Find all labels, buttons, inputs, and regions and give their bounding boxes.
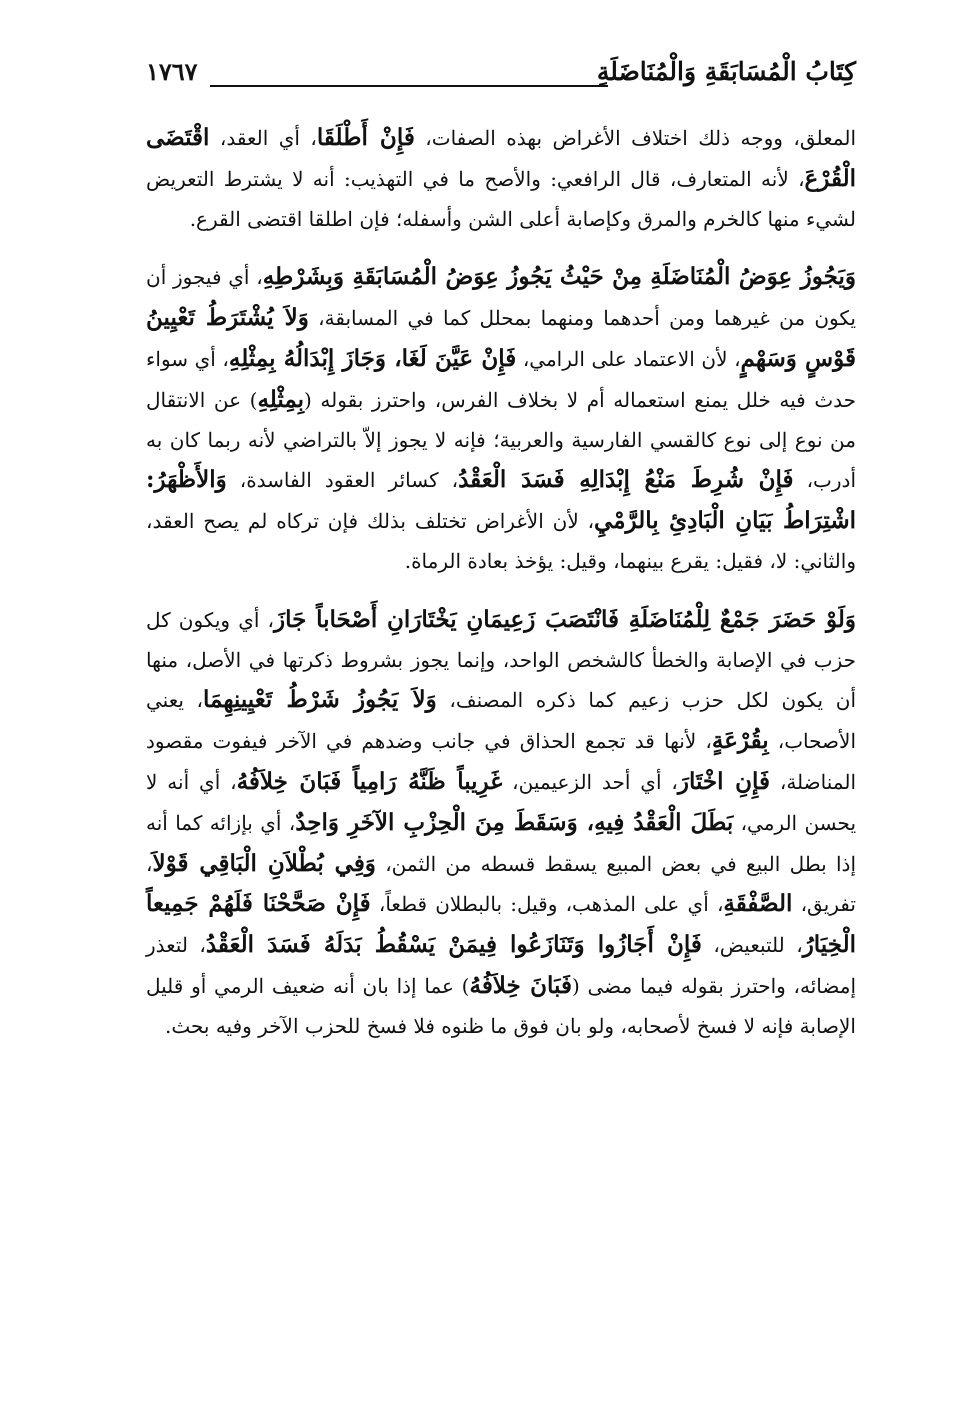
page-number: ١٧٦٧ [146, 57, 198, 86]
commentary-text: ، أي سواء حدث فيه خلل يمنع استعماله أم لا بخلاف الفرس، واحترز بقوله ( [146, 346, 857, 412]
body-text [146, 118, 856, 1047]
matn-text: غَرِيباً ظَنَّهُ رَامِياً فَبَانَ خِلاَفُهُ [236, 767, 503, 795]
commentary-text: ، لأنه المتعارف، قال الرافعي: والأصح ما في التهذيب: أنه لا يشترط التعريض لشيء منها كالخرم والمرق وكإصابة أعلى الشن وأسفله؛ فإن اطلقا اقتضى القرع. [146, 166, 856, 231]
matn-text: بِمِثْلِهِ [257, 385, 305, 413]
commentary-text: ) عما إذا بان أنه ضعيف الرمي أو قليل الإصابة فإنه لا فسخ لأصحابه، ولو بان فوق ما ظنوه فلا فسخ للحزب الآخر وفيه بحث. [146, 973, 856, 1038]
matn-text: وَالأَظْهَرُ: اشْتِرَاطُ بَيَانِ الْبَادِئِ بِالرَّمْيِ [146, 466, 856, 535]
commentary-text: ، لأن الاعتماد على الرامي، [516, 346, 741, 371]
matn-text: فَإِنْ شُرِطَ مَنْعُ إِبْدَالِهِ فَسَدَ الْعَقْدُ [458, 466, 794, 494]
matn-text: بِقُرْعَةٍ [711, 727, 769, 755]
paragraph-2 [146, 257, 856, 581]
commentary-text: ، يعني الأصحاب، [146, 688, 857, 754]
matn-text: وَلاَ يُشْتَرَطُ تَعْيِينُ قَوْسٍ وَسَهْمٍ [146, 304, 857, 372]
commentary-text: ، لأن الأغراض تختلف بذلك فإن تركاه لم يصح العقد، والثاني: لا، فقيل: يقرع بينهما، وقيل: يؤخذ بعادة الرماة. [146, 509, 856, 573]
matn-text: فَإِنْ أَجَازُوا وَتَنَازَعُوا فِيمَنْ يَسْقُطُ بَدَلَهُ فَسَدَ الْعَقْدُ [205, 931, 702, 959]
running-header [146, 56, 856, 96]
matn-text: وَفِي بُطْلاَنِ الْبَاقِي قَوْلاَ [152, 849, 376, 877]
matn-text: بَطَلَ الْعَقْدُ فِيهِ، وَسَقَطَ مِنَ الْحِزْبِ الآخَرِ وَاحِدٌ [295, 808, 734, 836]
commentary-text: ، لأنها قد تجمع الحذاق في جانب وضدهم في الآخر فيفوت مقصود المناضلة، [146, 729, 856, 794]
matn-text: فَإِنْ أَطْلَقَا [316, 124, 415, 151]
matn-text: اقْتَضَى الْقُرْعَ [146, 124, 856, 192]
matn-text: فَإِنْ عَيَّنَ لَغَا، وَجَازَ إِبْدَالُهُ بِمِثْلِهِ [228, 344, 517, 372]
matn-text: فَإِنِ اخْتَارَ [677, 767, 770, 795]
matn-text: وَيَجُوزُ عِوَضُ الْمُنَاضَلَةِ مِنْ حَيْثُ يَجُوزُ عِوَضُ الْمُسَابَقَةِ وَبِشَرْطِهِ [262, 263, 856, 291]
matn-text: وَلاَ يَجُوزُ شَرْطُ تَعْيِينِهِمَا [203, 686, 437, 714]
commentary-text: ) عن الانتقال من نوع إلى نوع كالقسي الفارسية والعربية؛ فإنه لا يجوز إلاّ بالتراضي لأنه ربما كان به أدرب، [146, 387, 857, 493]
commentary-text: ، كسائر العقود الفاسدة، [226, 468, 459, 493]
commentary-text: ، أي ويكون كل حزب في الإصابة والخطأ كالشخص الواحد، وإنما يجوز بشروط ذكرتها في الأصل، منها أن يكون لكل حزب زعيم كما ذكره المصنف، [146, 607, 857, 713]
paragraph-3 [146, 600, 856, 1047]
matn-text: الصَّفْقَةِ [723, 890, 793, 918]
commentary-text: ، أي العقد، [209, 126, 317, 150]
matn-text: فَإِنْ صَحَّحْنَا فَلَهُمْ جَمِيعاً الْخِيَارُ [146, 890, 856, 959]
matn-text: فَبَانَ خِلاَفُهُ [469, 971, 572, 999]
commentary-text: المعلق، ووجه ذلك اختلاف الأغراض بهذه الصفات، [414, 126, 857, 150]
matn-text: وَلَوْ حَضَرَ جَمْعٌ لِلْمُنَاضَلَةِ فَانْتَصَبَ زَعِيمَانِ يَخْتَارَانِ أَصْحَاباً جَازَ [273, 605, 856, 633]
chapter-title: كِتَابُ الْمُسَابَقَةِ وَالْمُنَاضَلَةِ [596, 57, 856, 86]
commentary-text: ، لتعذر إمضائه، واحترز بقوله فيما مضى ( [146, 933, 856, 998]
commentary-text: ، أي فيجوز أن يكون من غيرهما ومن أحدهما ومنهما بمحلل كما في المسابقة، [146, 265, 856, 331]
commentary-text: ، أي بإزائه كما أنه إذا بطل البيع في بعض المبيع يسقط قسطه من الثمن، [146, 810, 856, 876]
paragraph-1 [146, 118, 856, 239]
commentary-text: ، أي على المذهب، وقيل: بالبطلان قطعاً، [370, 892, 724, 917]
commentary-text: ، تفريق، [146, 851, 856, 917]
header-rule [210, 85, 608, 87]
commentary-text: ، أي أحد الزعيمين، [502, 769, 678, 794]
commentary-text: ، للتبعيض، [701, 933, 803, 958]
commentary-text: ، أي أنه لا يحسن الرمي، [146, 769, 857, 835]
